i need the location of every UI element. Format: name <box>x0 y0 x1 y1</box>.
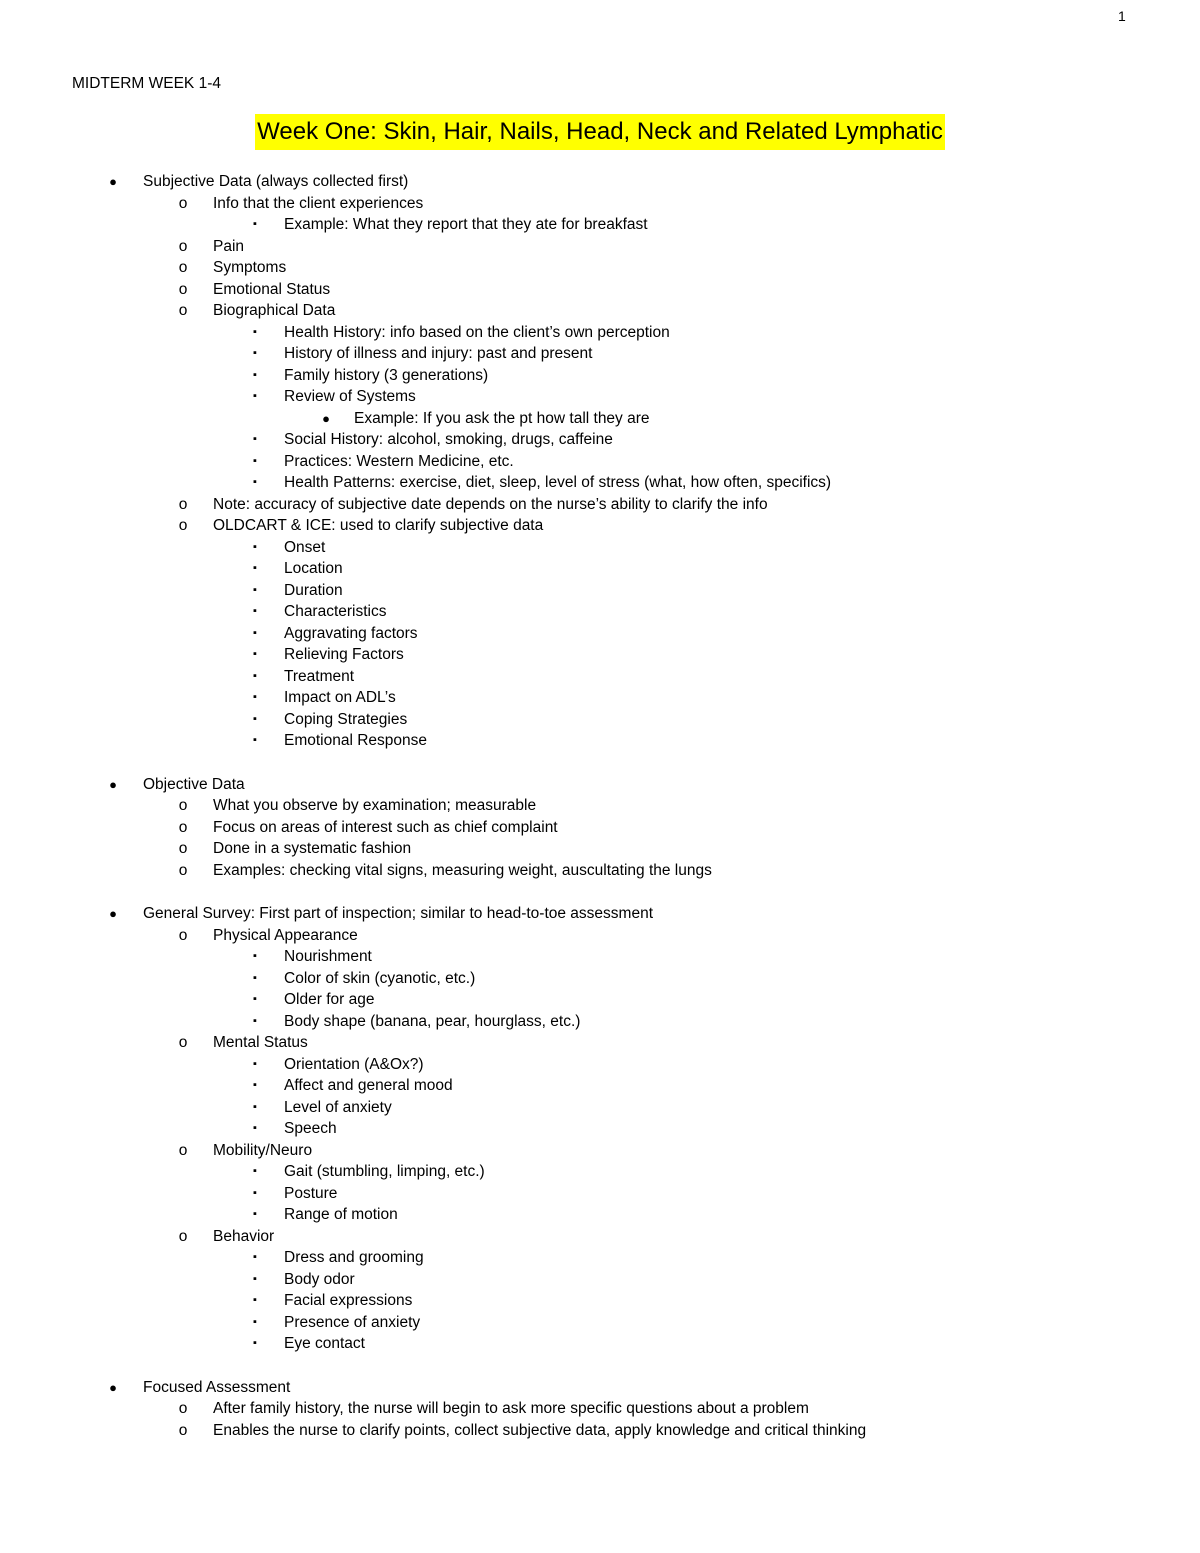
outline-item-level-2 <box>0 494 1200 516</box>
outline-item-level-3 <box>0 1204 1200 1226</box>
outline-item-level-2 <box>0 860 1200 882</box>
outline-item-level-1 <box>0 774 1200 796</box>
bullet-marker: ● <box>322 410 330 426</box>
outline-item-text: Family history (3 generations) <box>284 366 489 384</box>
outline-item-level-2 <box>0 279 1200 301</box>
outline-item-text: Orientation (A&Ox?) <box>284 1055 424 1073</box>
outline-item-level-3 <box>0 1290 1200 1312</box>
outline-item-level-3 <box>0 946 1200 968</box>
outline-item-text: Onset <box>284 538 326 556</box>
outline-item-level-1 <box>0 171 1200 193</box>
outline-item-text: Duration <box>284 581 343 599</box>
outline-item-text: Review of Systems <box>284 388 416 405</box>
bullet-marker: o <box>178 1227 188 1245</box>
outline-item-text: Impact on ADL’s <box>284 689 396 706</box>
blank-line <box>0 1355 1200 1377</box>
outline-item-level-3 <box>0 429 1200 451</box>
outline-item-text: Health History: info based on the client’s own perception <box>284 323 670 341</box>
bullet-marker: ▪ <box>253 1251 257 1263</box>
outline-item-level-3 <box>0 1333 1200 1355</box>
outline-item-level-3 <box>0 730 1200 752</box>
bullet-marker: ▪ <box>253 605 257 617</box>
outline-item-level-3 <box>0 365 1200 387</box>
bullet-marker: ▪ <box>253 476 257 488</box>
outline-item-text: Example: What they report that they ate for breakfast <box>284 216 648 233</box>
bullet-marker: o <box>178 1400 188 1417</box>
outline-item-level-4 <box>0 408 1200 430</box>
bullet-marker: ▪ <box>253 950 257 962</box>
outline-item-level-2 <box>0 1398 1200 1420</box>
outline-item-level-3 <box>0 1183 1200 1205</box>
bullet-marker: ▪ <box>253 712 257 725</box>
bullet-marker: ▪ <box>253 691 257 703</box>
outline-item-text: Behavior <box>213 1227 275 1245</box>
outline-item-level-2 <box>0 1032 1200 1054</box>
bullet-marker: ▪ <box>253 1057 257 1070</box>
blank-line <box>0 752 1200 774</box>
bullet-marker: o <box>178 194 188 212</box>
outline-item-level-3 <box>0 322 1200 344</box>
bullet-marker: o <box>178 237 188 255</box>
bullet-marker: ▪ <box>253 1079 257 1091</box>
outline-item-text: Characteristics <box>284 603 387 620</box>
bullet-marker: o <box>178 280 188 298</box>
outline-item-level-1 <box>0 1377 1200 1399</box>
document-header: MIDTERM WEEK 1-4 <box>72 75 221 92</box>
outline-item-text: Emotional Response <box>284 732 428 749</box>
bullet-marker: ▪ <box>253 218 257 230</box>
week-title: Week One: Skin, Hair, Nails, Head, Neck and Related Lymphatic <box>255 114 945 150</box>
outline-item-text: Body odor <box>284 1270 355 1288</box>
outline-item-level-3 <box>0 1161 1200 1183</box>
outline-item-level-3 <box>0 1011 1200 1033</box>
outline-item-text: Example: If you ask the pt how tall they are <box>354 409 650 427</box>
outline-item-level-3 <box>0 623 1200 645</box>
bullet-marker: o <box>178 302 188 319</box>
outline-item-level-2 <box>0 1140 1200 1162</box>
outline-item-level-3 <box>0 1097 1200 1119</box>
bullet-marker: ▪ <box>253 626 257 639</box>
outline-item-text: Coping Strategies <box>284 710 408 728</box>
outline-item-level-3 <box>0 644 1200 666</box>
outline-item-level-1 <box>0 903 1200 925</box>
outline-item-text: Pain <box>213 237 245 255</box>
outline-item-text: Biographical Data <box>213 302 336 319</box>
outline-item-text: Posture <box>284 1184 338 1202</box>
bullet-marker: o <box>178 259 188 276</box>
blank-line <box>0 881 1200 903</box>
bullet-marker: ▪ <box>253 1186 257 1199</box>
bullet-marker: ● <box>109 776 117 792</box>
bullet-marker: o <box>178 840 188 857</box>
bullet-marker: ▪ <box>253 1272 257 1285</box>
outline-item-level-2 <box>0 515 1200 537</box>
outline-item-text: Emotional Status <box>213 280 331 298</box>
outline-item-text: Speech <box>284 1120 337 1137</box>
outline-item-level-3 <box>0 580 1200 602</box>
outline-item-level-3 <box>0 1054 1200 1076</box>
outline-item-level-3 <box>0 472 1200 494</box>
outline-item-text: Facial expressions <box>284 1292 413 1309</box>
bullet-marker: ▪ <box>253 390 257 402</box>
outline-item-text: Nourishment <box>284 948 372 965</box>
outline-item-text: Enables the nurse to clarify points, collect subjective data, apply knowledge and critical thinking <box>213 1421 867 1439</box>
outline-item-text: Mobility/Neuro <box>213 1141 313 1159</box>
bullet-marker: ▪ <box>253 347 257 359</box>
outline-item-level-3 <box>0 537 1200 559</box>
outline-item-level-3 <box>0 1312 1200 1334</box>
outline-item-text: Symptoms <box>213 259 287 276</box>
bullet-marker: o <box>178 1034 188 1051</box>
bullet-marker: ▪ <box>253 669 257 682</box>
bullet-marker: ▪ <box>253 583 257 596</box>
bullet-marker: ● <box>109 906 117 921</box>
outline-item-level-2 <box>0 1420 1200 1442</box>
outline-item-text: Older for age <box>284 991 375 1008</box>
bullet-marker: o <box>178 926 188 944</box>
bullet-marker: ▪ <box>253 993 257 1005</box>
outline-item-level-3 <box>0 709 1200 731</box>
outline-item-level-3 <box>0 451 1200 473</box>
outline-item-text: Color of skin (cyanotic, etc.) <box>284 969 476 987</box>
outline-item-text: Focus on areas of interest such as chief complaint <box>213 818 558 836</box>
outline-item-text: Dress and grooming <box>284 1249 424 1266</box>
outline-item-text: Note: accuracy of subjective date depends on the nurse’s ability to clarify the info <box>213 495 768 513</box>
outline-item-level-3 <box>0 1269 1200 1291</box>
outline-item-text: Level of anxiety <box>284 1098 392 1116</box>
outline-item-text: Aggravating factors <box>284 624 418 642</box>
bullet-marker: ▪ <box>253 562 257 574</box>
outline-item-text: Relieving Factors <box>284 646 404 663</box>
outline-item-text: Social History: alcohol, smoking, drugs, caffeine <box>284 431 613 448</box>
outline-item-text: Location <box>284 560 343 577</box>
bullet-marker: o <box>178 861 188 879</box>
outline-item-text: Body shape (banana, pear, hourglass, etc.) <box>284 1012 581 1030</box>
outline-item-text: Objective Data <box>143 775 245 793</box>
bullet-marker: ▪ <box>253 1100 257 1113</box>
bullet-marker: ▪ <box>253 368 257 381</box>
title-container <box>0 114 1200 150</box>
outline-item-level-3 <box>0 687 1200 709</box>
outline-item-text: Eye contact <box>284 1335 365 1352</box>
outline-item-text: Treatment <box>284 667 355 685</box>
outline-item-level-2 <box>0 193 1200 215</box>
outline-item-text: Gait (stumbling, limping, etc.) <box>284 1163 485 1180</box>
outline-item-text: After family history, the nurse will begin to ask more specific questions about a problem <box>213 1400 809 1417</box>
bullet-marker: o <box>178 1141 188 1159</box>
outline-item-text: Health Patterns: exercise, diet, sleep, level of stress (what, how often, specifics) <box>284 474 832 491</box>
bullet-marker: o <box>178 495 188 513</box>
outline-item-level-2 <box>0 236 1200 258</box>
bullet-marker: o <box>178 1421 188 1439</box>
outline-item-level-3 <box>0 343 1200 365</box>
outline-item-text: Examples: checking vital signs, measuring weight, auscultating the lungs <box>213 861 712 879</box>
outline-item-level-3 <box>0 1247 1200 1269</box>
bullet-marker: o <box>178 517 188 534</box>
outline-item-level-3 <box>0 666 1200 688</box>
outline-item-text: Info that the client experiences <box>213 194 424 212</box>
bullet-marker: ● <box>109 1379 117 1395</box>
outline-item-level-2 <box>0 838 1200 860</box>
outline-item-text: Done in a systematic fashion <box>213 840 412 857</box>
bullet-marker: ▪ <box>253 1337 257 1349</box>
bullet-marker: o <box>178 797 188 814</box>
outline-item-text: Mental Status <box>213 1034 308 1051</box>
bullet-marker: o <box>178 818 188 836</box>
outline-item-level-3 <box>0 386 1200 408</box>
bullet-marker: ▪ <box>253 1208 257 1220</box>
outline-item-level-3 <box>0 1075 1200 1097</box>
bullet-marker: ▪ <box>253 1294 257 1306</box>
outline-item-level-3 <box>0 214 1200 236</box>
outline-item-text: Physical Appearance <box>213 926 358 944</box>
outline-item-text: Practices: Western Medicine, etc. <box>284 452 514 470</box>
bullet-marker: ▪ <box>253 1014 257 1027</box>
outline-item-level-3 <box>0 558 1200 580</box>
bullet-marker: ▪ <box>253 454 257 467</box>
outline-item-text: Affect and general mood <box>284 1077 453 1094</box>
bullet-marker: ▪ <box>253 1165 257 1177</box>
bullet-marker: ▪ <box>253 433 257 445</box>
outline-item-level-3 <box>0 989 1200 1011</box>
bullet-marker: ▪ <box>253 1122 257 1134</box>
outline-item-level-2 <box>0 300 1200 322</box>
page-number: 1 <box>1118 8 1126 24</box>
outline-item-level-2 <box>0 925 1200 947</box>
notes-outline <box>0 171 1200 1441</box>
bullet-marker: ▪ <box>253 971 257 984</box>
outline-item-text: Presence of anxiety <box>284 1313 421 1331</box>
bullet-marker: ▪ <box>253 734 257 746</box>
bullet-marker: ▪ <box>253 1315 257 1328</box>
outline-item-text: Subjective Data (always collected first) <box>143 173 409 190</box>
outline-item-text: Range of motion <box>284 1206 398 1223</box>
outline-item-level-3 <box>0 968 1200 990</box>
outline-item-level-3 <box>0 601 1200 623</box>
outline-item-level-2 <box>0 795 1200 817</box>
outline-item-level-2 <box>0 1226 1200 1248</box>
outline-item-level-2 <box>0 817 1200 839</box>
outline-item-text: Focused Assessment <box>143 1378 291 1396</box>
outline-item-text: History of illness and injury: past and present <box>284 345 593 362</box>
outline-item-level-3 <box>0 1118 1200 1140</box>
bullet-marker: ▪ <box>253 325 257 338</box>
outline-item-text: What you observe by examination; measurable <box>213 797 537 814</box>
outline-item-text: OLDCART & ICE: used to clarify subjective data <box>213 517 544 534</box>
bullet-marker: ▪ <box>253 540 257 553</box>
bullet-marker: ● <box>109 174 117 189</box>
outline-item-level-2 <box>0 257 1200 279</box>
bullet-marker: ▪ <box>253 648 257 660</box>
outline-item-text: General Survey: First part of inspection; similar to head-to-toe assessment <box>143 905 653 922</box>
